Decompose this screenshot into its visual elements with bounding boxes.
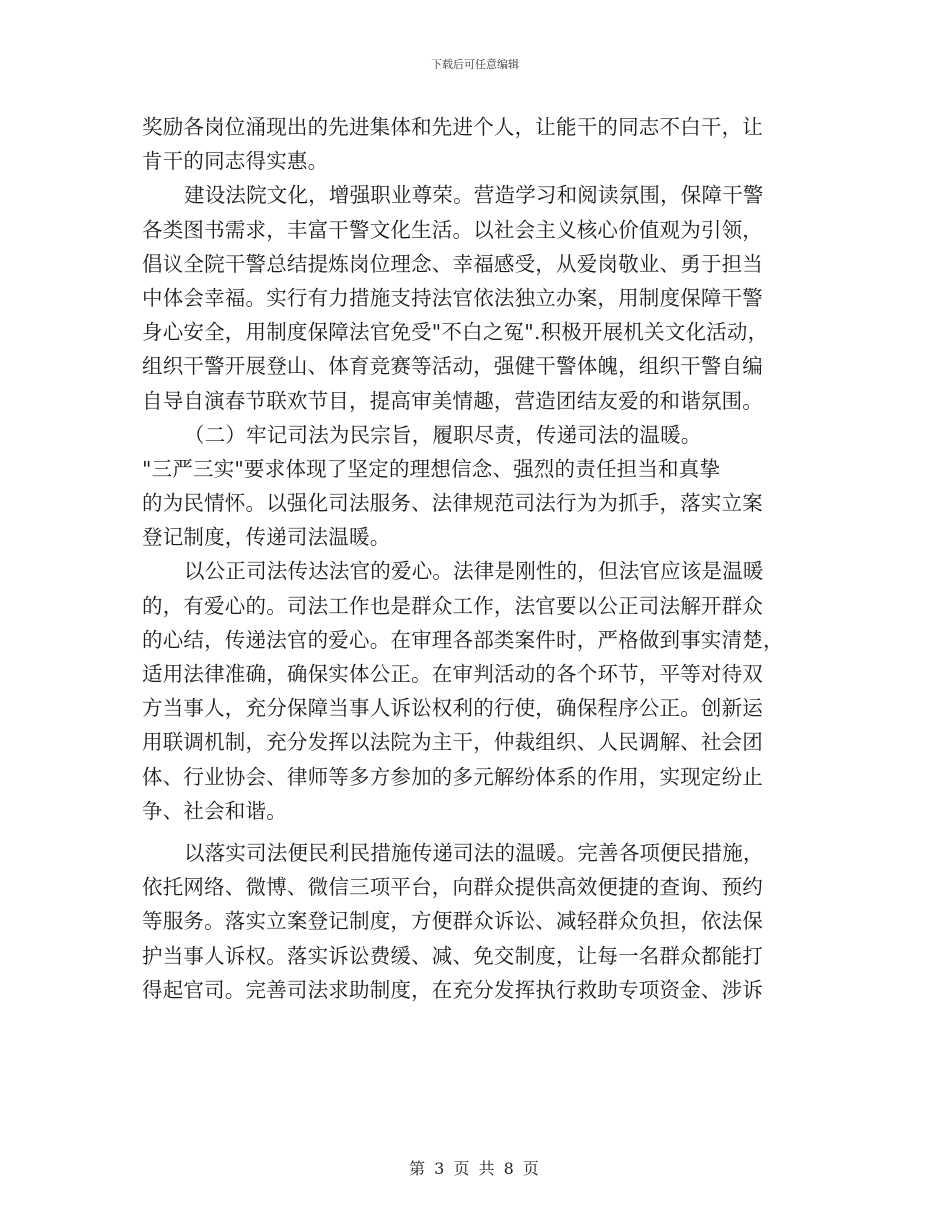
text-line: 身心安全，用制度保障法官免受"不白之冤".积极开展机关文化活动， [142, 320, 769, 345]
text-line: 用联调机制，充分发挥以法院为主干，仲裁组织、人民调解、社会团 [142, 730, 763, 755]
page-footer: 第 3 页 共 8 页 [409, 1159, 541, 1178]
text-line: 的心结，传递法官的爱心。在审理各部类案件时，严格做到事实清楚， [142, 627, 784, 652]
text-line: 自导自演春节联欢节目，提高审美情趣，营造团结友爱的和谐氛围。 [142, 388, 763, 413]
paragraph-spacer [142, 828, 810, 836]
text-line: 适用法律准确，确保实体公正。在审判活动的各个环节，平等对待双 [142, 662, 763, 686]
text-line: "三严三实"要求体现了坚定的理想信念、强烈的责任担当和真挚 [142, 456, 721, 481]
text-line: 登记制度，传递司法温暖。 [142, 525, 391, 550]
text-line: （二）牢记司法为民宗旨，履职尽责，传递司法的温暖。 [184, 422, 702, 447]
text-line: 各类图书需求，丰富干警文化生活。以社会主义核心价值观为引领， [142, 217, 763, 242]
text-line: 组织干警开展登山、体育竞赛等活动，强健干警体魄，组织干警自编 [142, 354, 763, 379]
text-line: 倡议全院干警总结提炼岗位理念、幸福感受，从爱岗敬业、勇于担当 [142, 251, 763, 276]
text-line: 以公正司法传达法官的爱心。法律是刚性的，但法官应该是温暖 [184, 559, 764, 584]
text-line: 依托网络、微博、微信三项平台，向群众提供高效便捷的查询、预约 [142, 875, 763, 900]
text-line: 以落实司法便民利民措施传递司法的温暖。完善各项便民措施， [184, 840, 764, 865]
text-line: 体、行业协会、律师等多方参加的多元解纷体系的作用，实现定纷止 [142, 764, 763, 789]
text-line: 方当事人，充分保障当事人诉讼权利的行使，确保程序公正。创新运 [142, 696, 763, 721]
page-header: 下载后可任意编辑 [431, 58, 519, 71]
text-line: 建设法院文化，增强职业尊荣。营造学习和阅读氛围，保障干警 [184, 183, 764, 208]
text-line: 等服务。落实立案登记制度，方便群众诉讼、减轻群众负担，依法保 [142, 909, 763, 934]
text-line: 的为民情怀。以强化司法服务、法律规范司法行为为抓手，落实立案 [142, 491, 763, 516]
text-line: 护当事人诉权。落实诉讼费缓、减、免交制度，让每一名群众都能打 [142, 943, 763, 968]
text-line: 奖励各岗位涌现出的先进集体和先进个人，让能干的同志不白干，让 [142, 115, 763, 139]
text-line: 争、社会和谐。 [142, 798, 287, 823]
document-body [142, 110, 810, 1007]
text-line: 肯干的同志得实惠。 [142, 149, 329, 174]
text-line: 得起官司。完善司法求助制度，在充分发挥执行救助专项资金、涉诉 [142, 977, 763, 1002]
text-line: 的，有爱心的。司法工作也是群众工作，法官要以公正司法解开群众 [142, 593, 763, 618]
text-line: 中体会幸福。实行有力措施支持法官依法独立办案，用制度保障干警 [142, 285, 763, 310]
